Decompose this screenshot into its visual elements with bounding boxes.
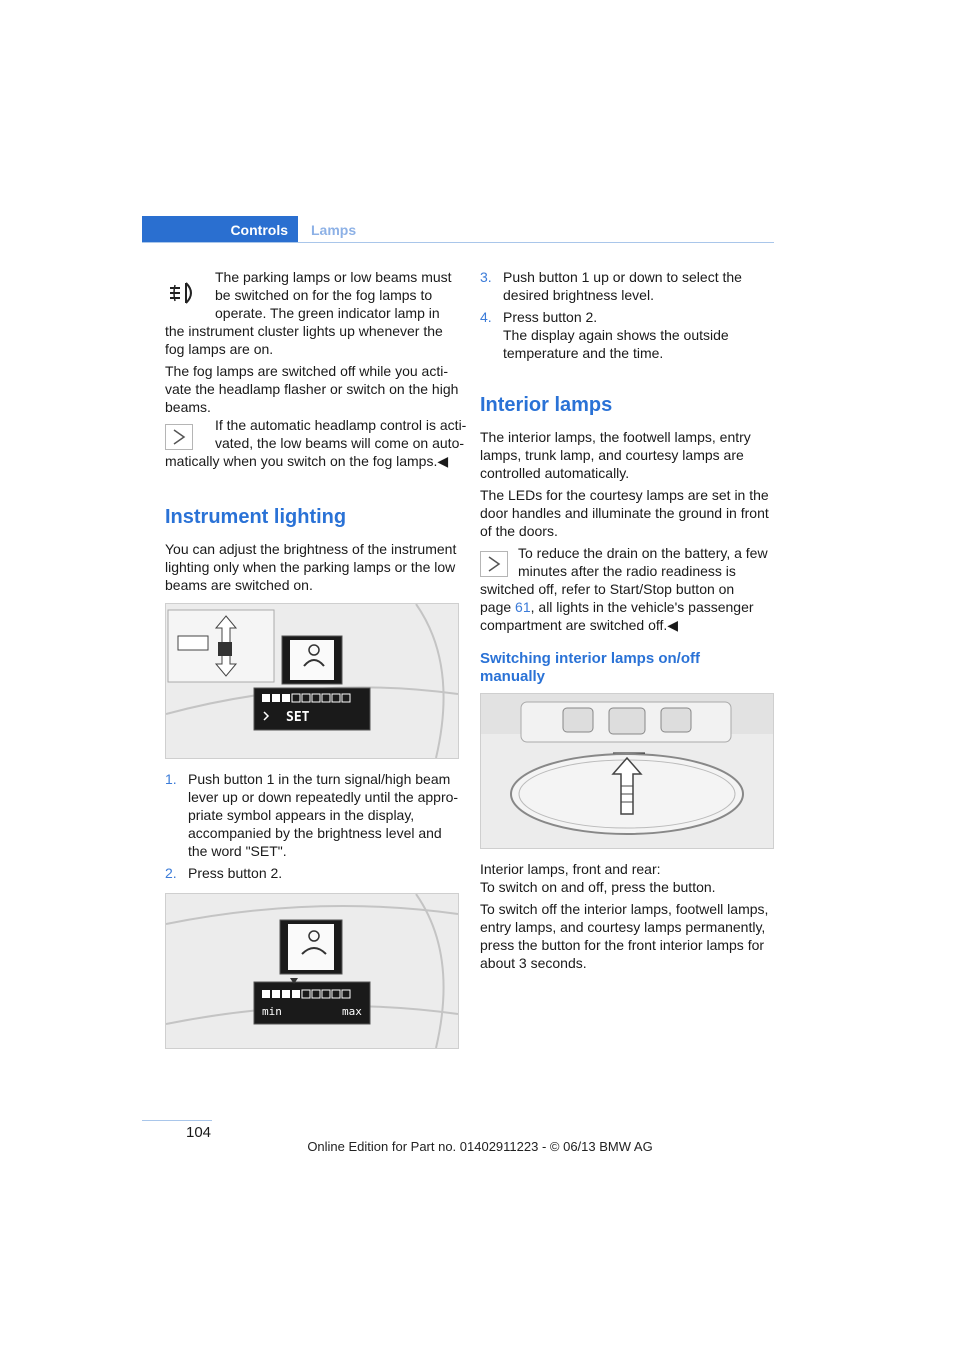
switching-subheading: Switching interior lamps on/off bbox=[480, 650, 701, 667]
permanent-off-line: about 3 seconds. bbox=[480, 955, 587, 971]
step-number: 2. bbox=[165, 865, 177, 881]
tab-lamps[interactable]: Lamps bbox=[311, 222, 357, 238]
fog-note-line: be switched on for the fog lamps to bbox=[215, 287, 433, 303]
step4-line: temperature and the time. bbox=[503, 345, 664, 361]
display-set-label: SET bbox=[286, 710, 310, 725]
step3-line: Push button 1 up or down to select the bbox=[503, 269, 742, 285]
step1-line: lever up or down repeatedly until the appro- bbox=[188, 789, 459, 805]
battery-note-line bbox=[480, 598, 754, 616]
battery-note-text: page bbox=[480, 599, 516, 615]
step1-line: priate symbol appears in the display, bbox=[188, 807, 415, 823]
fog-note-line: operate. The green indicator lamp in bbox=[215, 305, 440, 321]
edition-footer: Online Edition for Part no. 01402911223 - © 06/13 BMW AG bbox=[307, 1139, 653, 1154]
step2-text: Press button 2. bbox=[188, 865, 283, 881]
page-link[interactable]: 61 bbox=[515, 599, 531, 615]
instrument-lighting-heading: Instrument lighting bbox=[165, 506, 347, 528]
fog-off-line: vate the headlamp flasher or switch on the high bbox=[165, 381, 459, 397]
fog-off-line: The fog lamps are switched off while you acti- bbox=[165, 363, 448, 379]
intro-line: lighting only when the parking lamps or the low bbox=[165, 559, 456, 575]
fog-off-line: beams. bbox=[165, 399, 211, 415]
figure-interior-lamp-button bbox=[480, 693, 774, 849]
step4-line: The display again shows the outside bbox=[503, 327, 729, 343]
note-icon bbox=[165, 424, 193, 450]
page-number-rule bbox=[142, 1120, 212, 1121]
battery-note-text: , all lights in the vehicle's passenger bbox=[530, 599, 754, 615]
permanent-off-line: To switch off the interior lamps, footwell lamps, bbox=[480, 901, 769, 917]
interior-lamps-heading: Interior lamps bbox=[480, 394, 613, 416]
interior-intro-line: controlled automatically. bbox=[480, 465, 630, 481]
leds-line: of the doors. bbox=[480, 523, 558, 539]
display-min-label: min bbox=[262, 1005, 282, 1018]
fog-note-line: fog lamps are on. bbox=[165, 341, 274, 357]
leds-line: The LEDs for the courtesy lamps are set in the bbox=[480, 487, 769, 503]
tab-controls[interactable]: Controls bbox=[142, 216, 298, 242]
intro-line: beams are switched on. bbox=[165, 577, 313, 593]
permanent-off-line: press the button for the front interior lamps for bbox=[480, 937, 765, 953]
note-icon bbox=[480, 551, 508, 577]
switching-subheading: manually bbox=[480, 668, 546, 685]
intro-line: You can adjust the brightness of the instrument bbox=[165, 541, 457, 557]
front-rear-line: To switch on and off, press the button. bbox=[480, 879, 716, 895]
permanent-off-line: entry lamps, and courtesy lamps permanently, bbox=[480, 919, 766, 935]
battery-note-line: switched off, refer to Start/Stop button on bbox=[480, 581, 735, 597]
step-number: 4. bbox=[480, 309, 492, 325]
auto-note-line: vated, the low beams will come on auto- bbox=[215, 435, 465, 451]
step3-line: desired brightness level. bbox=[503, 287, 654, 303]
front-rear-line: Interior lamps, front and rear: bbox=[480, 861, 661, 877]
battery-note-line: To reduce the drain on the battery, a few bbox=[518, 545, 768, 561]
step-number: 3. bbox=[480, 269, 492, 285]
figure-brightness-set bbox=[165, 603, 459, 759]
step1-line: accompanied by the brightness level and bbox=[188, 825, 442, 841]
page-number: 104 bbox=[186, 1124, 212, 1141]
auto-note-line: matically when you switch on the fog lamps.◀ bbox=[165, 453, 449, 469]
figure-brightness-level bbox=[165, 893, 459, 1049]
fog-note-line: The parking lamps or low beams must bbox=[215, 269, 452, 285]
battery-note-line: compartment are switched off.◀ bbox=[480, 617, 679, 633]
auto-note-line: If the automatic headlamp control is acti- bbox=[215, 417, 467, 433]
step1-line: Push button 1 in the turn signal/high beam bbox=[188, 771, 451, 787]
step4-line: Press button 2. bbox=[503, 309, 598, 325]
fog-note-line: the instrument cluster lights up whenever the bbox=[165, 323, 443, 339]
step1-line: the word "SET". bbox=[188, 843, 287, 859]
step-number: 1. bbox=[165, 771, 177, 787]
display-max-label: max bbox=[342, 1005, 362, 1018]
fog-lamp-icon bbox=[166, 279, 200, 307]
interior-intro-line: lamps, trunk lamp, and courtesy lamps are bbox=[480, 447, 744, 463]
battery-note-line: minutes after the radio readiness is bbox=[518, 563, 736, 579]
leds-line: door handles and illuminate the ground in front bbox=[480, 505, 769, 521]
interior-intro-line: The interior lamps, the footwell lamps, entry bbox=[480, 429, 751, 445]
